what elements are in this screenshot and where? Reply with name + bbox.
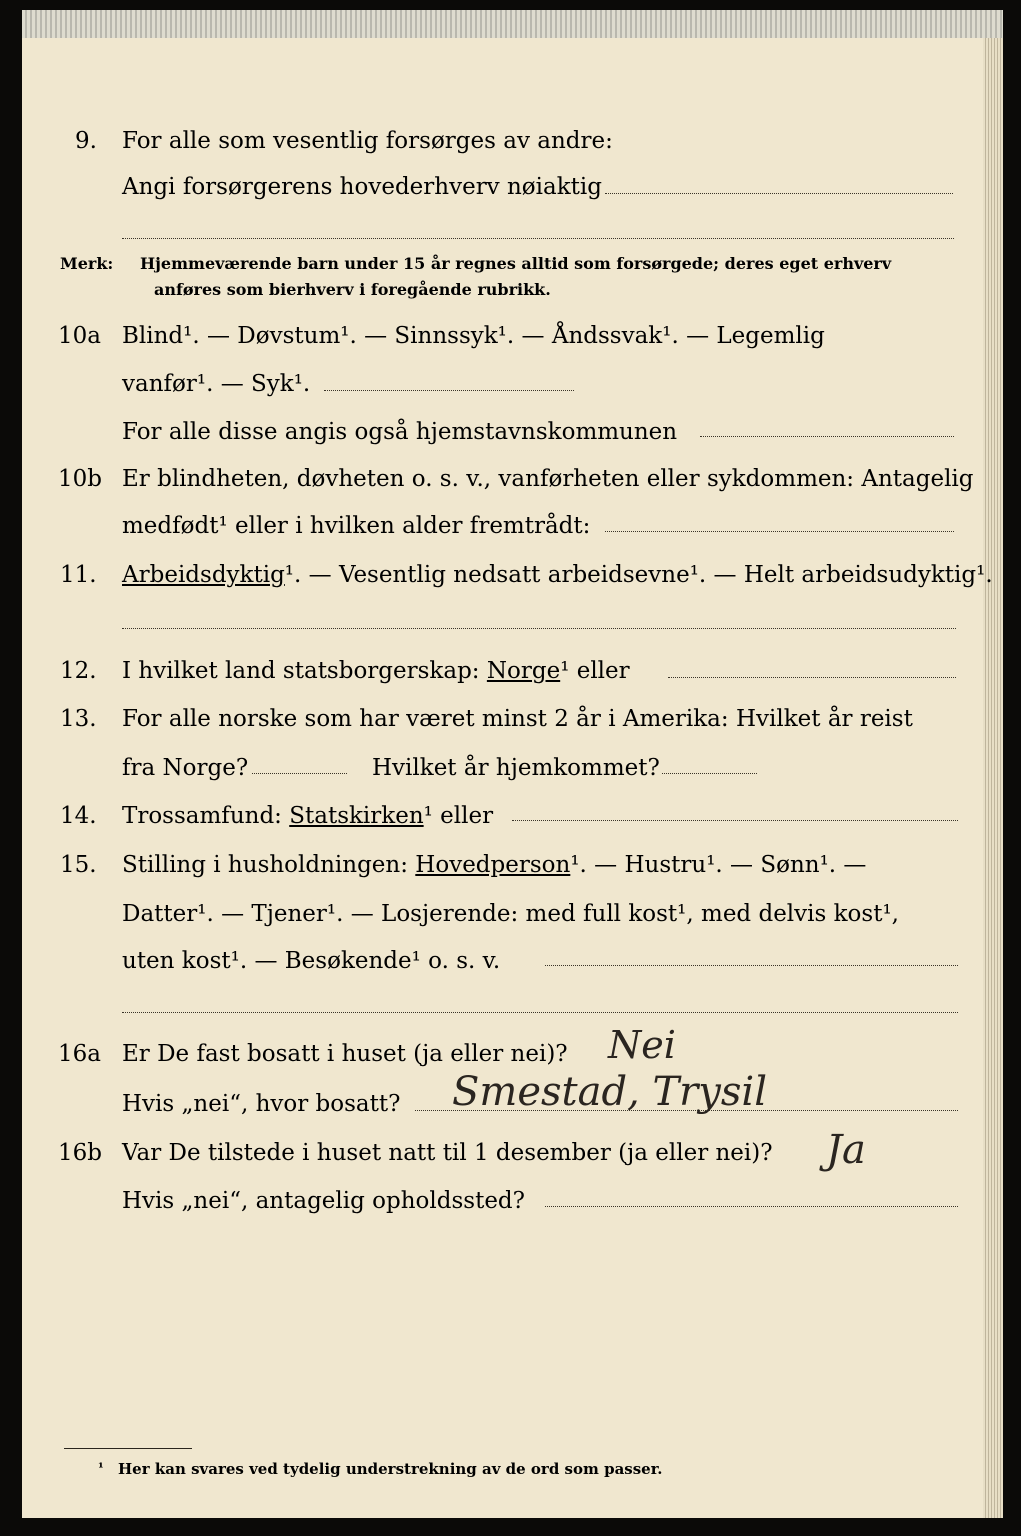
- merk-line2: anføres som bierhverv i foregående rubrikk.: [154, 280, 551, 299]
- q13-number: 13.: [60, 706, 97, 732]
- q13-reist-line: [252, 773, 347, 774]
- q11-rest: ¹. — Vesentlig nedsatt arbeidsevne¹. — Helt arbeidsudyktig¹.: [284, 562, 993, 588]
- q14-after: ¹ eller: [423, 803, 494, 829]
- q10a-line3: For alle disse angis også hjemstavnskommunen: [122, 419, 678, 445]
- merk-label: Merk:: [60, 254, 114, 273]
- q13-line2b: Hvilket år hjemkommet?: [372, 755, 660, 781]
- q14-line: [122, 805, 493, 828]
- q12-answer-line: [668, 677, 956, 678]
- q12-before: I hvilket land statsborgerskap:: [122, 658, 480, 684]
- q16b-number: 16b: [58, 1140, 102, 1166]
- q15-number: 15.: [60, 852, 97, 878]
- q15-answer-line-2: [122, 1012, 958, 1013]
- q15-after: ¹. — Hustru¹. — Sønn¹. —: [570, 852, 867, 878]
- q13-hjemkommet-line: [662, 773, 757, 774]
- q9-answer-line-2: [122, 238, 954, 239]
- q15-answer-line: [545, 965, 958, 966]
- footnote-mark: ¹: [98, 1461, 104, 1476]
- q16a-line1: Er De fast bosatt i huset (ja eller nei)?: [122, 1041, 568, 1067]
- q16b-opholdssted-line: [545, 1206, 958, 1207]
- q11-number: 11.: [60, 562, 97, 588]
- q9-number: 9.: [75, 128, 97, 154]
- q15-before: Stilling i husholdningen:: [122, 852, 408, 878]
- q10a-line2: vanfør¹. — Syk¹.: [122, 371, 311, 397]
- q16a-handwritten-residence: Smestad, Trysil: [452, 1069, 767, 1115]
- q15-selected-hovedperson: Hovedperson: [415, 852, 571, 878]
- footnote-text: Her kan svares ved tydelig understrekning av de ord som passer.: [118, 1460, 663, 1478]
- q14-answer-line: [512, 820, 958, 821]
- q9-answer-line: [605, 193, 953, 194]
- q10a-kommune-line: [700, 436, 954, 437]
- q14-selected-statskirken: Statskirken: [289, 803, 424, 829]
- q10b-line1: Er blindheten, døvheten o. s. v., vanførheten eller sykdommen: Antagelig: [122, 466, 974, 492]
- q11-answer-line: [122, 628, 956, 629]
- q12-selected-norge: Norge: [486, 658, 561, 684]
- q13-line2a: fra Norge?: [122, 755, 249, 781]
- scan-edge-top: [22, 10, 1003, 40]
- q10a-line1: Blind¹. — Døvstum¹. — Sinnssyk¹. — Åndssvak¹. — Legemlig: [122, 323, 825, 349]
- q15-line2: Datter¹. — Tjener¹. — Losjerende: med full kost¹, med delvis kost¹,: [122, 901, 899, 927]
- q11-line: [122, 564, 993, 587]
- q9-line1: For alle som vesentlig forsørges av andre:: [122, 128, 613, 154]
- q12-number: 12.: [60, 658, 97, 684]
- q10a-syk-line: [324, 390, 574, 391]
- q16a-line2: Hvis „nei“, hvor bosatt?: [122, 1091, 401, 1117]
- q10b-answer-line: [605, 531, 954, 532]
- q10a-number: 10a: [58, 323, 101, 349]
- q14-before: Trossamfund:: [122, 803, 282, 829]
- q10b-line2: medfødt¹ eller i hvilken alder fremtrådt:: [122, 513, 591, 539]
- q14-number: 14.: [60, 803, 97, 829]
- q16a-handwritten-answer: Nei: [608, 1023, 676, 1067]
- q11-selected-arbeidsdyktig: Arbeidsdyktig: [122, 562, 285, 588]
- q10b-number: 10b: [58, 466, 102, 492]
- q12-after: ¹ eller: [560, 658, 630, 684]
- q16b-line1: Var De tilstede i huset natt til 1 desember (ja eller nei)?: [122, 1140, 773, 1166]
- q15-line3: uten kost¹. — Besøkende¹ o. s. v.: [122, 948, 501, 974]
- q16a-number: 16a: [58, 1041, 101, 1067]
- q15-line1: [122, 854, 866, 877]
- scan-edge-right: [983, 38, 1003, 1518]
- footnote-rule: [64, 1448, 192, 1449]
- q16b-handwritten-answer: Ja: [826, 1127, 866, 1173]
- q12-line: [122, 660, 630, 683]
- q9-line2: Angi forsørgerens hovederhverv nøiaktig: [122, 174, 602, 200]
- merk-line1: Hjemmeværende barn under 15 år regnes alltid som forsørgede; deres eget erhverv: [140, 254, 892, 273]
- q16b-line2: Hvis „nei“, antagelig opholdssted?: [122, 1188, 525, 1214]
- q13-line1: For alle norske som har været minst 2 år i Amerika: Hvilket år reist: [122, 706, 913, 732]
